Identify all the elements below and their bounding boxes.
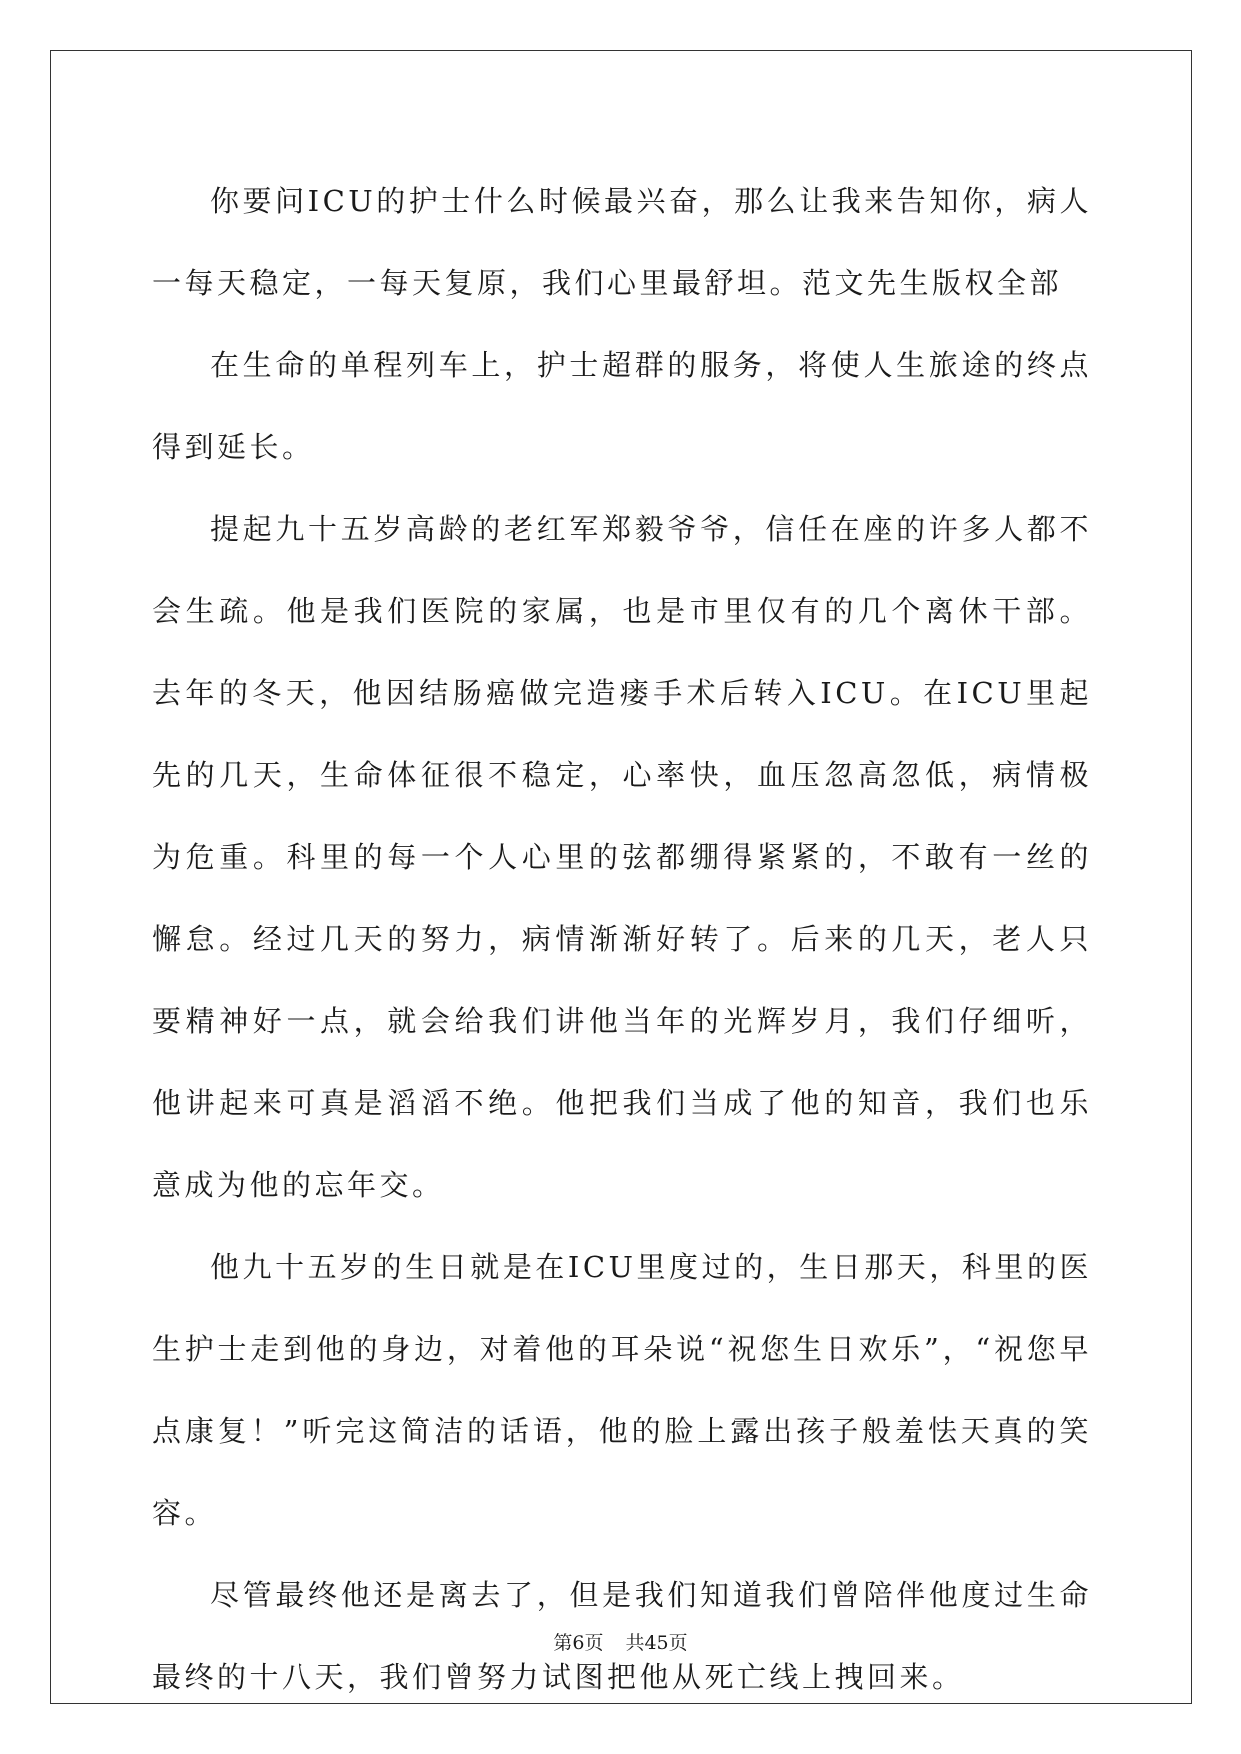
paragraph-2: 在生命的单程列车上，护士超群的服务，将使人生旅途的终点得到延长。 [152,348,1092,464]
page-number: 第6页 [553,1632,604,1654]
paragraph-1: 你要问ICU的护士什么时候最兴奋，那么让我来告知你，病人一每天稳定，一每天复原，我们心里最舒坦。范文先生版权全部 [152,184,1092,300]
document-body [152,160,1092,1718]
page-total: 共45页 [625,1632,688,1654]
page-footer [0,1628,1241,1655]
paragraph-5: 尽管最终他还是离去了，但是我们知道我们曾陪伴他度过生命最终的十八天，我们曾努力试图把他从死亡线上拽回来。 [152,1578,1092,1694]
paragraph-4: 他九十五岁的生日就是在ICU里度过的，生日那天，科里的医生护士走到他的身边，对着他的耳朵说“祝您生日欢乐”，“祝您早点康复！”听完这简洁的话语，他的脸上露出孩子般羞怯天真的笑容。 [152,1250,1092,1530]
paragraph-3: 提起九十五岁高龄的老红军郑毅爷爷，信任在座的许多人都不会生疏。他是我们医院的家属，也是市里仅有的几个离休干部。去年的冬天，他因结肠癌做完造瘘手术后转入ICU。在ICU里起先的几天，生命体征很不稳定，心率快，血压忽高忽低，病情极为危重。科里的每一个人心里的弦都绷得紧紧的，不敢有一丝的懈怠。经过几天的努力，病情渐渐好转了。后来的几天，老人只要精神好一点，就会给我们讲他当年的光辉岁月，我们仔细听，他讲起来可真是滔滔不绝。他把我们当成了他的知音，我们也乐意成为他的忘年交。 [152,512,1092,1202]
